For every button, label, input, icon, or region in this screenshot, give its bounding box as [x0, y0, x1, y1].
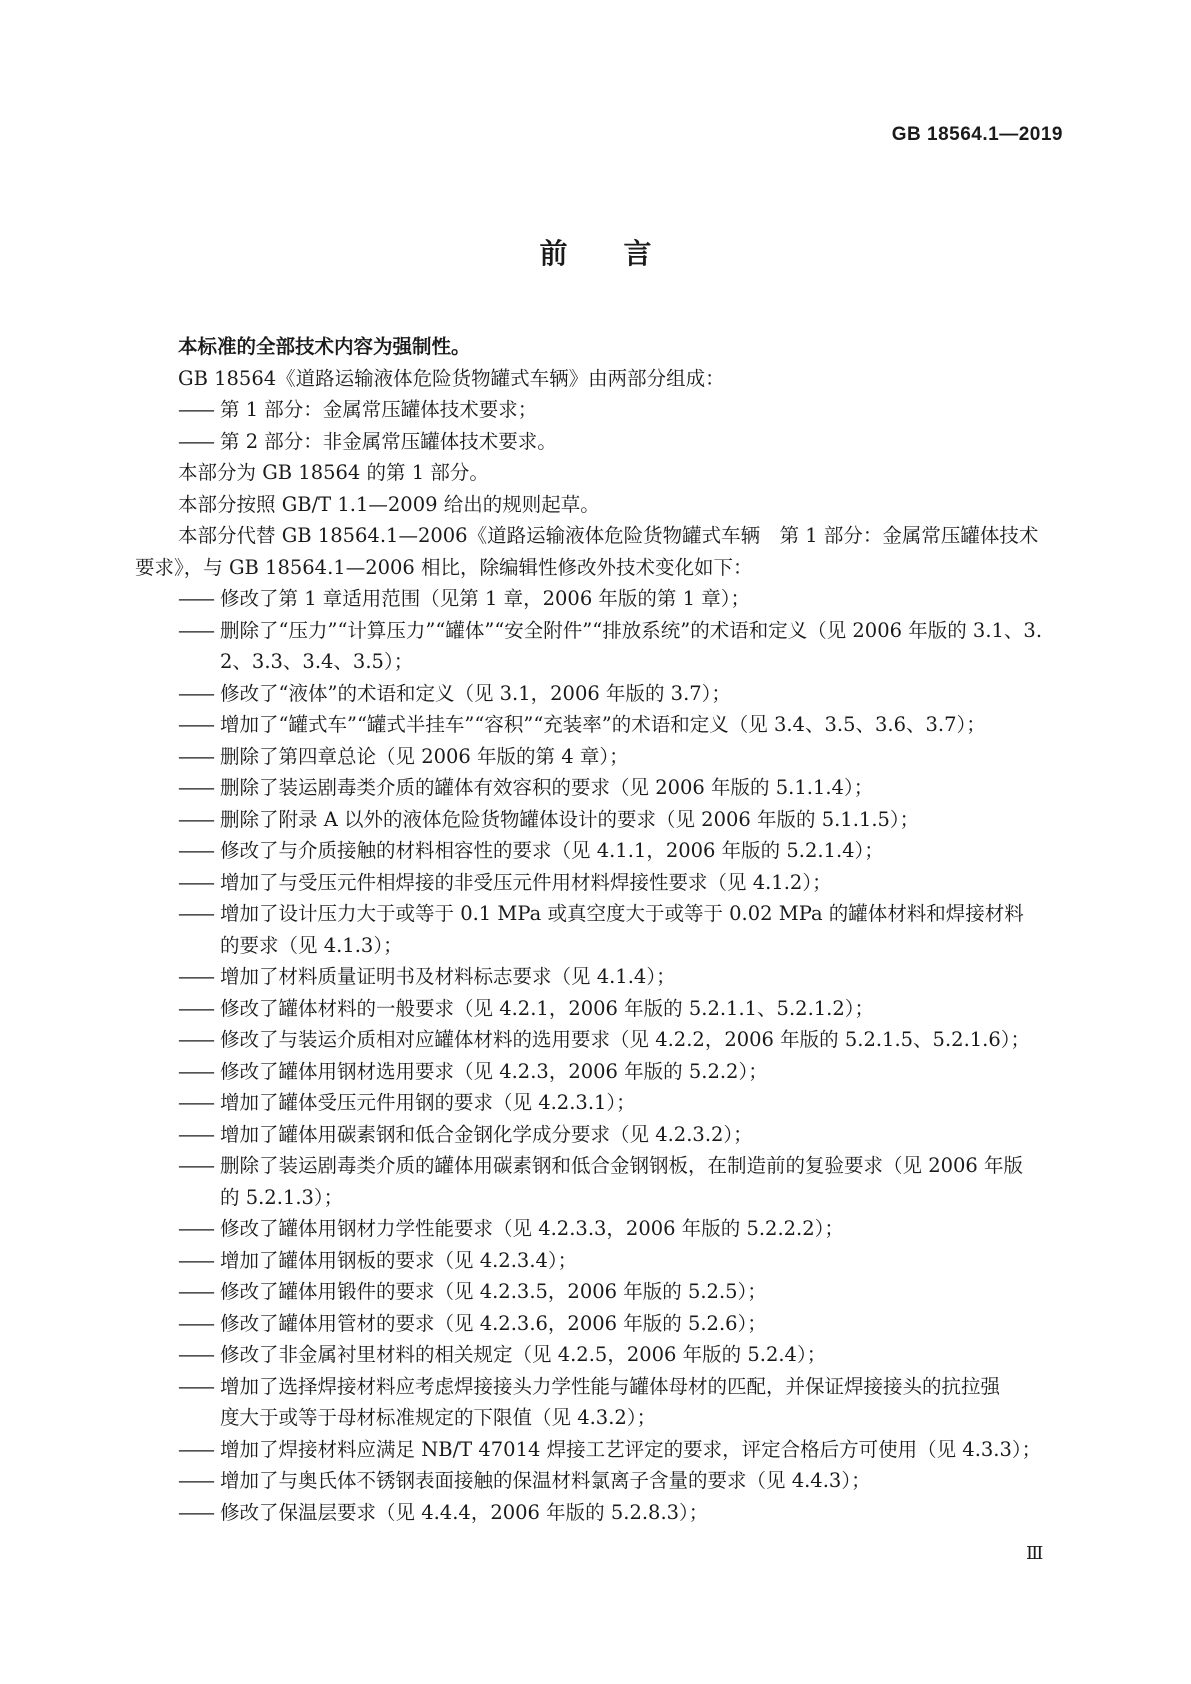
list-dash: ——: [178, 618, 213, 642]
list-item-text: 修改了第 1 章适用范围（见第 1 章，2006 年版的第 1 章）；: [220, 587, 750, 610]
list-item-text: 删除了“压力”“计算压力”“罐体”“安全附件”“排放系统”的术语和定义（见 2006 年版的 3.1、3.: [220, 618, 1043, 642]
list-item: [0, 1024, 1191, 1056]
list-item-text: 修改了罐体材料的一般要求（见 4.2.1，2006 年版的 5.2.1.1、5.2.1.2）；: [220, 996, 875, 1020]
list-item: [0, 1087, 1191, 1119]
list-dash: ——: [178, 1028, 213, 1051]
list-item-text: 增加了罐体用钢板的要求（见 4.2.3.4）；: [220, 1248, 578, 1272]
page-number: Ⅲ: [1026, 1543, 1044, 1564]
list-dash: ——: [178, 744, 213, 768]
list-dash: ——: [178, 1437, 213, 1461]
list-item: [0, 898, 1191, 930]
list-item: [0, 1308, 1191, 1340]
list-item: [0, 1434, 1191, 1466]
list-item: [0, 678, 1191, 710]
list-dash: ——: [178, 398, 213, 421]
list-dash: ——: [178, 1059, 213, 1083]
list-item-text: 删除了附录 A 以外的液体危险货物罐体设计的要求（见 2006 年版的 5.1.1.5）；: [220, 807, 920, 831]
list-item: [0, 394, 1191, 426]
list-item-text: 增加了罐体用碳素钢和低合金钢化学成分要求（见 4.2.3.2）；: [220, 1122, 753, 1146]
list-item: [0, 961, 1191, 993]
list-dash: ——: [178, 1217, 213, 1240]
list-item: [0, 741, 1191, 773]
list-item: [0, 835, 1191, 867]
list-item-text: 修改了“液体”的术语和定义（见 3.1，2006 年版的 3.7）；: [220, 681, 731, 705]
list-item-text: 删除了装运剧毒类介质的罐体用碳素钢和低合金钢钢板，在制造前的复验要求（见 2006 年版: [220, 1154, 1024, 1177]
list-item-text: 修改了罐体用钢材选用要求（见 4.2.3，2006 年版的 5.2.2）；: [220, 1059, 768, 1083]
list-dash: ——: [178, 996, 213, 1020]
list-dash: ——: [178, 965, 213, 988]
list-item: [0, 804, 1191, 836]
list-dash: ——: [178, 1248, 213, 1272]
list-item-text: 修改了罐体用管材的要求（见 4.2.3.6，2006 年版的 5.2.6）；: [220, 1311, 767, 1335]
list-item: [0, 1150, 1191, 1182]
list-dash: ——: [178, 776, 213, 799]
list-item: [0, 1119, 1191, 1151]
standard-code: GB 18564.1—2019: [891, 124, 1063, 145]
list-dash: ——: [178, 1154, 213, 1177]
list-item-text: 增加了与受压元件相焊接的非受压元件用材料焊接性要求（见 4.1.2）；: [220, 870, 832, 894]
list-item-continuation: 度大于或等于母材标准规定的下限值（见 4.3.2）；: [220, 1406, 657, 1429]
list-item: [0, 867, 1191, 899]
document-body: [0, 331, 1191, 1528]
list-item: [0, 1497, 1191, 1529]
list-item: [0, 1465, 1191, 1497]
list-dash: ——: [178, 1311, 213, 1335]
list-item-text: 增加了罐体受压元件用钢的要求（见 4.2.3.1）；: [220, 1091, 636, 1114]
list-item: [0, 1245, 1191, 1277]
list-dash: ——: [178, 1500, 213, 1524]
list-item-text: 修改了罐体用钢材力学性能要求（见 4.2.3.3，2006 年版的 5.2.2.2）；: [220, 1217, 844, 1240]
list-dash: ——: [178, 1091, 213, 1114]
list-item: [0, 1276, 1191, 1308]
list-dash: ——: [178, 807, 213, 831]
list-item: [0, 1056, 1191, 1088]
list-dash: ——: [178, 681, 213, 705]
list-item: [0, 1339, 1191, 1371]
list-item: [0, 709, 1191, 741]
list-item-text: 修改了与装运介质相对应罐体材料的选用要求（见 4.2.2，2006 年版的 5.2.1.5、5.2.1.6）；: [220, 1028, 1031, 1051]
list-dash: ——: [178, 1374, 213, 1398]
list-dash: ——: [178, 902, 213, 925]
list-item-text: 增加了焊接材料应满足 NB/T 47014 焊接工艺评定的要求，评定合格后方可使用（见 4.3.3）；: [220, 1437, 1042, 1461]
list-item-text: 删除了装运剧毒类介质的罐体有效容积的要求（见 2006 年版的 5.1.1.4）；: [220, 776, 874, 799]
list-item: [0, 993, 1191, 1025]
list-item: [0, 583, 1191, 615]
paragraph-continuation: 要求》，与 GB 18564.1—2006 相比，除编辑性修改外技术变化如下：: [135, 555, 753, 579]
list-item-text: 第 1 部分：金属常压罐体技术要求；: [220, 398, 538, 421]
list-dash: ——: [178, 1122, 213, 1146]
paragraph: 本标准的全部技术内容为强制性。: [178, 335, 471, 358]
list-dash: ——: [178, 1343, 213, 1366]
list-item-text: 修改了与介质接触的材料相容性的要求（见 4.1.1，2006 年版的 5.2.1.4）；: [220, 839, 884, 862]
list-item: [0, 1213, 1191, 1245]
paragraph: 本部分按照 GB/T 1.1—2009 给出的规则起草。: [178, 492, 600, 516]
list-item-text: 增加了设计压力大于或等于 0.1 MPa 或真空度大于或等于 0.02 MPa 的罐体材料和焊接材料: [220, 902, 1024, 925]
list-dash: ——: [178, 1280, 213, 1303]
page-title: 前 言: [539, 237, 652, 270]
list-item: [0, 426, 1191, 458]
list-item-text: 增加了材料质量证明书及材料标志要求（见 4.1.4）；: [220, 965, 676, 988]
list-dash: ——: [178, 587, 213, 610]
list-item-text: 增加了“罐式车”“罐式半挂车”“容积”“充装率”的术语和定义（见 3.4、3.5、3.6、3.7）；: [220, 713, 986, 736]
list-dash: ——: [178, 870, 213, 894]
list-item-text: 增加了选择焊接材料应考虑焊接接头力学性能与罐体母材的匹配，并保证焊接接头的抗拉强: [220, 1374, 1001, 1398]
list-item-text: 修改了罐体用锻件的要求（见 4.2.3.5，2006 年版的 5.2.5）；: [220, 1280, 767, 1303]
list-item: [0, 772, 1191, 804]
paragraph: GB 18564《道路运输液体危险货物罐式车辆》由两部分组成：: [178, 366, 725, 390]
list-item-text: 删除了第四章总论（见 2006 年版的第 4 章）；: [220, 744, 629, 768]
list-dash: ——: [178, 1469, 213, 1492]
list-item-text: 修改了非金属衬里材料的相关规定（见 4.2.5，2006 年版的 5.2.4）；: [220, 1343, 827, 1366]
list-item-continuation: 2、3.3、3.4、3.5）；: [220, 650, 414, 673]
list-item-continuation: 的 5.2.1.3）；: [220, 1185, 344, 1209]
list-item-text: 修改了保温层要求（见 4.4.4，2006 年版的 5.2.8.3）；: [220, 1500, 709, 1524]
list-item-continuation: 的要求（见 4.1.3）；: [220, 933, 403, 957]
paragraph: 本部分代替 GB 18564.1—2006《道路运输液体危险货物罐式车辆 第 1 部分：金属常压罐体技术: [178, 524, 1039, 547]
list-item-text: 增加了与奥氏体不锈钢表面接触的保温材料氯离子含量的要求（见 4.4.3）；: [220, 1469, 871, 1492]
list-item: [0, 1371, 1191, 1403]
list-item: [0, 615, 1191, 647]
list-dash: ——: [178, 839, 213, 862]
paragraph: 本部分为 GB 18564 的第 1 部分。: [178, 461, 489, 484]
list-item-text: 第 2 部分：非金属常压罐体技术要求。: [220, 429, 557, 453]
list-dash: ——: [178, 713, 213, 736]
list-dash: ——: [178, 429, 213, 453]
